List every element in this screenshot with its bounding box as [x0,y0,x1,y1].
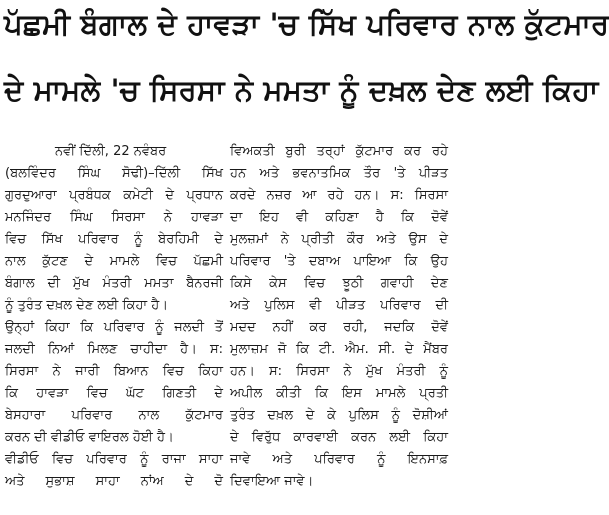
article-line: ਅਪੀਲ ਕੀਤੀ ਕਿ ਇਸ ਮਾਮਲੇ ਪ੍ਰਤੀ [230,386,448,401]
article-line: (ਬਲਵਿੰਦਰ ਸਿੰਘ ਸੋਢੀ)–ਦਿੱਲੀ ਸਿੱਖ [5,166,223,181]
article-line: ਗੁਰਦੁਆਰਾ ਪ੍ਰਬੰਧਕ ਕਮੇਟੀ ਦੇ ਪ੍ਰਧਾਨ [5,188,223,203]
article-line: ਦਿਵਾਇਆ ਜਾਵੇ। [230,474,314,489]
article-line: ਦੇ ਵਿਰੁੱਧ ਕਾਰਵਾਈ ਕਰਨ ਲਈ ਕਿਹਾ [230,430,448,445]
article-line: ਪਰਿਵਾਰ 'ਤੇ ਦਬਾਅ ਪਾਇਆ ਕਿ ਉਹ [230,254,448,269]
article-line: ਮੁਲਾਜ਼ਮ ਜੋ ਕਿ ਟੀ. ਐਮ. ਸੀ. ਦੇ ਮੈਂਬਰ [230,342,448,357]
article-line: ਅਤੇ ਸੁਭਾਸ਼ ਸਾਹਾ ਨਾਂਅ ਦੇ ਦੋ [5,474,223,489]
article-line: ਬੇਸਹਾਰਾ ਪਰਿਵਾਰ ਨਾਲ ਕੁੱਟਮਾਰ [5,408,223,423]
article-line: ਮਦਦ ਨਹੀਂ ਕਰ ਰਹੀ, ਜਦਕਿ ਦੋਵੇਂ [230,320,448,335]
article-line: ਤੁਰੰਤ ਦਖ਼ਲ ਦੇ ਕੇ ਪੁਲਿਸ ਨੂੰ ਦੋਸ਼ੀਆਂ [230,408,448,423]
article-line: ਕਿ ਹਾਵੜਾ ਵਿਚ ਘੱਟ ਗਿਣਤੀ ਦੇ [5,386,223,401]
article-line: ਹਨ। ਸ: ਸਿਰਸਾ ਨੇ ਮੁੱਖ ਮੰਤਰੀ ਨੂੰ [230,364,448,379]
article-line: ਵਿਚ ਸਿੱਖ ਪਰਿਵਾਰ ਨੂੰ ਬੇਰਹਿਮੀ ਦੇ [5,232,223,247]
article-line: ਉਨ੍ਹਾਂ ਕਿਹਾ ਕਿ ਪਰਿਵਾਰ ਨੂੰ ਜਲਦੀ ਤੋਂ [5,320,223,335]
article-line: ਜਾਵੇ ਅਤੇ ਪਰਿਵਾਰ ਨੂੰ ਇਨਸਾਫ਼ [230,452,448,467]
article-line: ਕਿਸੇ ਕੇਸ ਵਿਚ ਝੂਠੀ ਗਵਾਹੀ ਦੇਣ [230,276,448,291]
article-line: ਦਾ ਇਹ ਵੀ ਕਹਿਣਾ ਹੈ ਕਿ ਦੋਵੇਂ [230,210,448,225]
article-dateline: ਨਵੀਂ ਦਿੱਲੀ, 22 ਨਵੰਬਰ [55,144,167,159]
headline-line-1: ਪੱਛਮੀ ਬੰਗਾਲ ਦੇ ਹਾਵੜਾ 'ਚ ਸਿੱਖ ਪਰਿਵਾਰ ਨਾਲ ਕੁੱਟਮਾਰ [4,7,609,41]
article-line: ਕਰਨ ਦੀ ਵੀਡੀਓ ਵਾਇਰਲ ਹੋਈ ਹੈ। [5,430,174,445]
article-line: ਵੀਡੀਓ ਵਿਚ ਪਰਿਵਾਰ ਨੂੰ ਰਾਜਾ ਸਾਹਾ [5,452,223,467]
article-column-right [230,141,448,493]
headline-line-2: ਦੇ ਮਾਮਲੇ 'ਚ ਸਿਰਸਾ ਨੇ ਮਮਤਾ ਨੂੰ ਦਖ਼ਲ ਦੇਣ ਲਈ ਕਿਹਾ [4,73,599,107]
article-line: ਨੂੰ ਤੁਰੰਤ ਦਖ਼ਲ ਦੇਣ ਲਈ ਕਿਹਾ ਹੈ। [5,298,169,313]
article-column-left [5,141,223,493]
article-line: ਸਿਰਸਾ ਨੇ ਜਾਰੀ ਬਿਆਨ ਵਿਚ ਕਿਹਾ [5,364,223,379]
article-line: ਕਰਦੇ ਨਜ਼ਰ ਆ ਰਹੇ ਹਨ। ਸ: ਸਿਰਸਾ [230,188,448,203]
article-line: ਹਨ ਅਤੇ ਭਵਨਾਤਮਿਕ ਤੌਰ 'ਤੇ ਪੀੜਤ [230,166,448,181]
article-line: ਵਿਅਕਤੀ ਬੁਰੀ ਤਰ੍ਹਾਂ ਕੁੱਟਮਾਰ ਕਰ ਰਹੇ [230,144,448,159]
article-line: ਮੁਲਜ਼ਮਾਂ ਨੇ ਪ੍ਰੀਤੀ ਕੌਰ ਅਤੇ ਉਸ ਦੇ [230,232,448,247]
article-line: ਅਤੇ ਪੁਲਿਸ ਵੀ ਪੀੜਤ ਪਰਿਵਾਰ ਦੀ [230,298,448,313]
article-line: ਨਾਲ ਕੁੱਟਣ ਦੇ ਮਾਮਲੇ ਵਿਚ ਪੱਛਮੀ [5,254,223,269]
article-line: ਮਨਜਿੰਦਰ ਸਿੰਘ ਸਿਰਸਾ ਨੇ ਹਾਵੜਾ [5,210,223,225]
article-line: ਜਲਦੀ ਨਿਆਂ ਮਿਲਣ ਚਾਹੀਦਾ ਹੈ। ਸ: [5,342,223,357]
article-line: ਬੰਗਾਲ ਦੀ ਮੁੱਖ ਮੰਤਰੀ ਮਮਤਾ ਬੈਨਰਜੀ [5,276,223,291]
